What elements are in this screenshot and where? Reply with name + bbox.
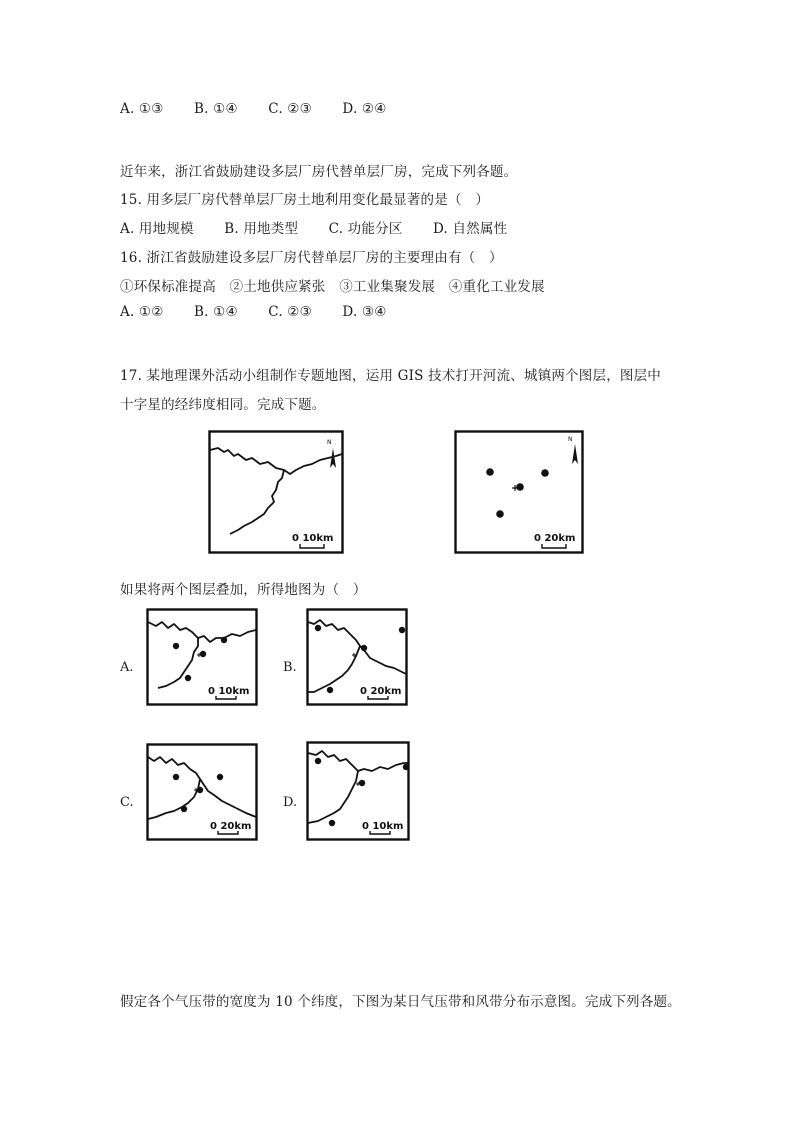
- town-dot: [541, 469, 549, 477]
- q16-options: [120, 304, 387, 320]
- choice-b-letter[interactable]: B.: [283, 660, 297, 675]
- town-dot: [486, 468, 494, 476]
- q16-option-a[interactable]: A. ①②: [120, 304, 164, 320]
- choice-d-map[interactable]: [306, 741, 410, 841]
- scale-label: 0 20km: [534, 533, 576, 544]
- svg-text:0 10km: 0 10km: [208, 686, 250, 697]
- q16-stem: 16. 浙江省鼓励建设多层厂房代替单层厂房的主要理由有（ ）: [120, 250, 503, 266]
- choice-b-map[interactable]: [306, 608, 408, 706]
- choice-d-letter[interactable]: D.: [283, 795, 298, 810]
- town-dot: [516, 483, 524, 491]
- q17-stem-line1: 17. 某地理课外活动小组制作专题地图，运用 GIS 技术打开河流、城镇两个图层，图层中: [120, 368, 662, 384]
- q17-question: 如果将两个图层叠加，所得地图为（ ）: [120, 582, 367, 598]
- river-layer-map: [208, 430, 344, 554]
- q15-option-d[interactable]: D. 自然属性: [432, 221, 508, 237]
- q16-option-c[interactable]: C. ②③: [268, 304, 312, 320]
- q14-option-d[interactable]: D. ②④: [342, 101, 387, 117]
- q16-option-b[interactable]: B. ①④: [194, 304, 238, 320]
- q14-option-a[interactable]: A. ①③: [120, 101, 164, 117]
- scale-label: 0 10km: [292, 533, 334, 544]
- town-layer-map: [454, 430, 584, 554]
- choice-c-letter[interactable]: C.: [120, 795, 134, 810]
- svg-text:0 20km: 0 20km: [360, 686, 402, 697]
- q17-stem-line2: 十字星的经纬度相同。完成下题。: [120, 397, 326, 413]
- svg-text:0 10km: 0 10km: [362, 821, 404, 832]
- q14-option-b[interactable]: B. ①④: [194, 101, 238, 117]
- q15-option-c[interactable]: C. 功能分区: [328, 221, 403, 237]
- svg-text:0 20km: 0 20km: [210, 821, 252, 832]
- q14-options: [120, 101, 387, 117]
- intro-next-section: 假定各个气压带的宽度为 10 个纬度，下图为某日气压带和风带分布示意图。完成下列各题。: [120, 994, 681, 1010]
- intro-15-16: 近年来，浙江省鼓励建设多层厂房代替单层厂房，完成下列各题。: [120, 164, 518, 180]
- q15-option-a[interactable]: A. 用地规模: [120, 221, 194, 237]
- q14-option-c[interactable]: C. ②③: [268, 101, 312, 117]
- q15-option-b[interactable]: B. 用地类型: [224, 221, 299, 237]
- q16-option-d[interactable]: D. ③④: [342, 304, 387, 320]
- q15-options: [120, 217, 507, 237]
- choice-a-letter[interactable]: A.: [120, 660, 134, 675]
- q16-items: ①环保标准提高 ②土地供应紧张 ③工业集聚发展 ④重化工业发展: [120, 279, 545, 295]
- choice-c-map[interactable]: [146, 743, 258, 841]
- svg-text:N: N: [568, 436, 573, 443]
- choice-a-map[interactable]: [146, 608, 258, 706]
- svg-text:N: N: [327, 439, 332, 446]
- town-dot: [496, 510, 504, 518]
- q15-stem: 15. 用多层厂房代替单层厂房土地利用变化最显著的是（ ）: [120, 192, 490, 208]
